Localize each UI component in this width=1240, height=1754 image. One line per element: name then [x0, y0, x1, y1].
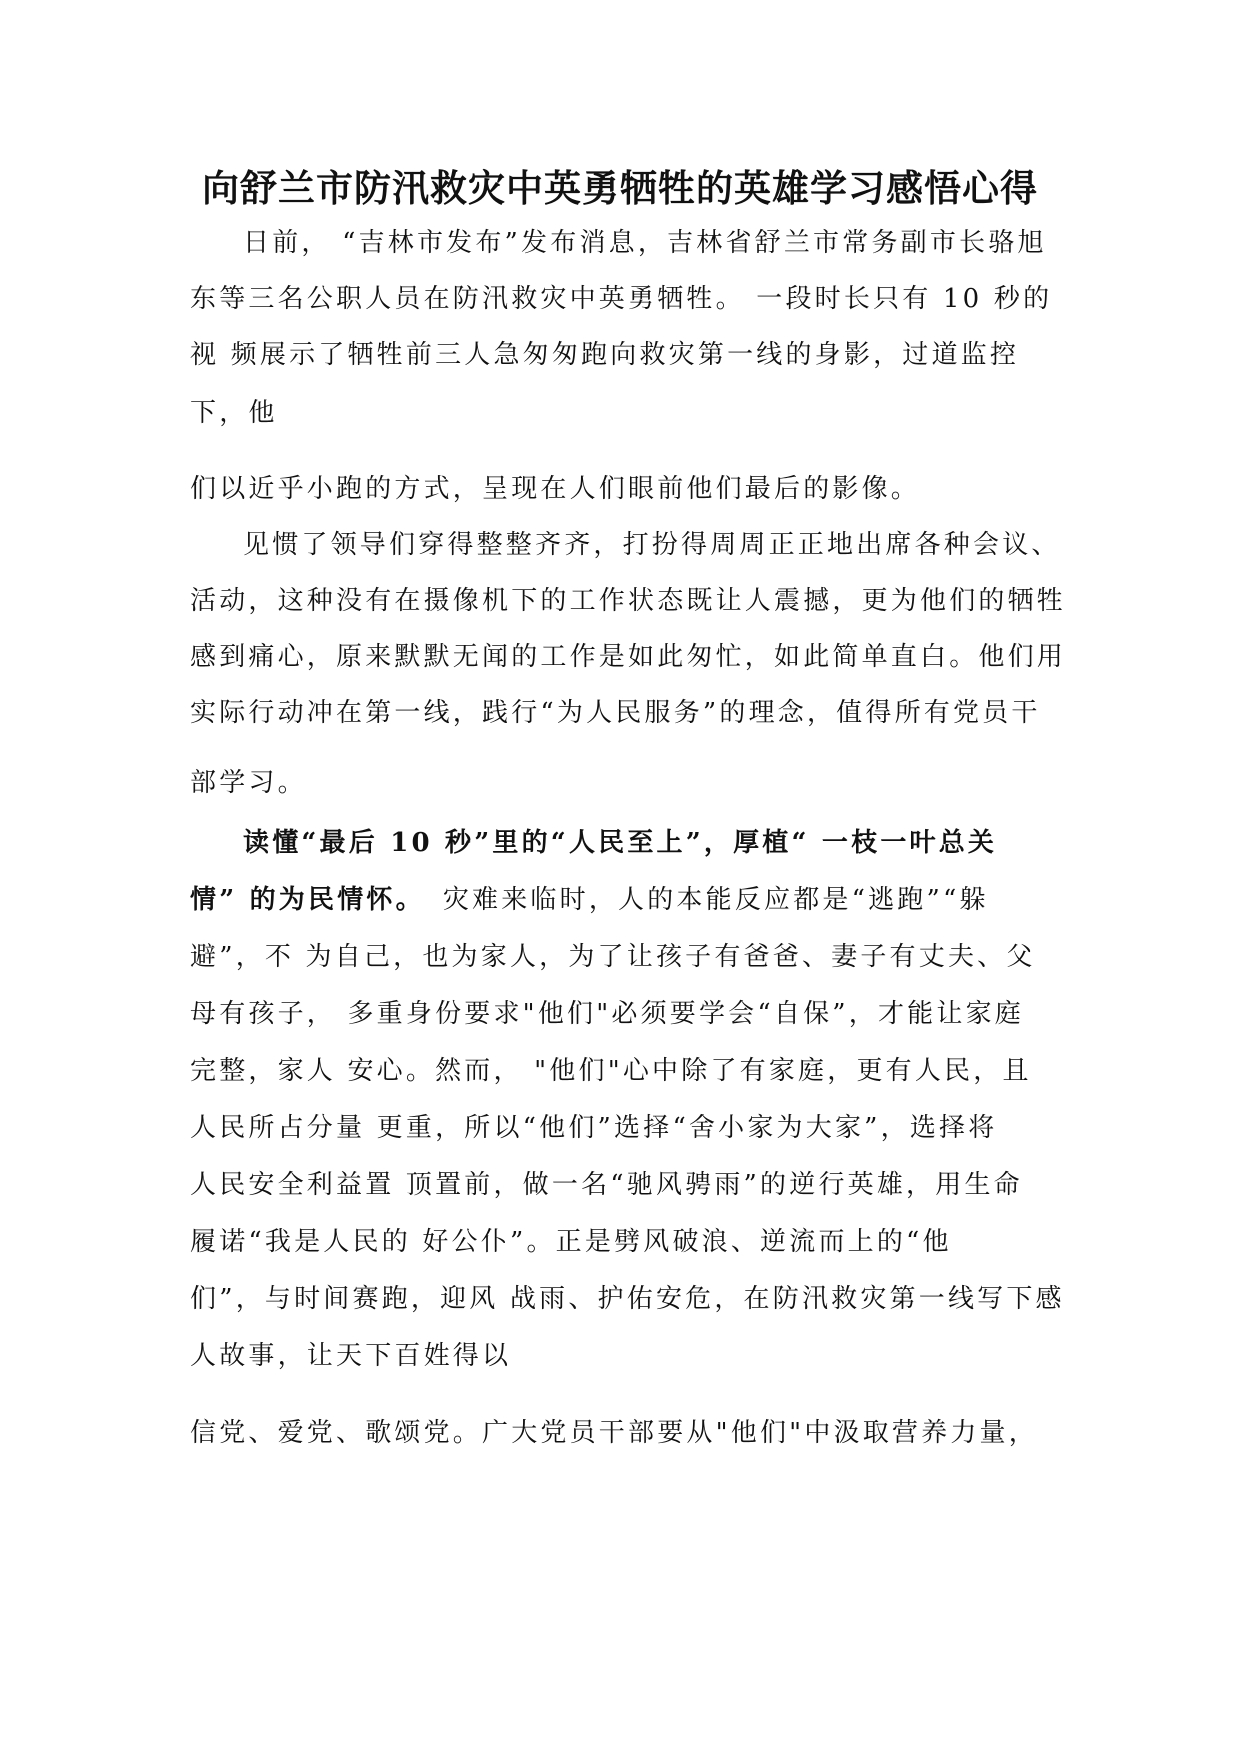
paragraph-line: 履诺“我是人民的 好公仆”。正是劈风破浪、逆流而上的“他	[190, 1227, 952, 1257]
paragraph-line	[190, 879, 989, 916]
paragraph-line: 母有孩子， 多重身份要求"他们"必须要学会“自保”，才能让家庭	[190, 999, 1024, 1029]
paragraph-line: 们以近乎小跑的方式，呈现在人们眼前他们最后的影像。	[190, 474, 921, 504]
section-heading-line: 读懂“最后 10 秒”里的“人民至上”，厚植“ 一枝一叶总关	[243, 828, 998, 858]
document-title: 向舒兰市防汛救灾中英勇牺牲的英雄学习感悟心得	[202, 167, 1038, 210]
section-heading-tail: 情” 的为民情怀。	[190, 885, 425, 915]
paragraph-line: 感到痛心，原来默默无闻的工作是如此匆忙，如此简单直白。他们用	[190, 642, 1067, 672]
paragraph-line: 见惯了领导们穿得整整齐齐，打扮得周周正正地出席各种会议、	[243, 530, 1061, 560]
paragraph-line: 日前， “吉林市发布”发布消息，吉林省舒兰市常务副市长骆旭	[243, 228, 1047, 258]
paragraph-line: 完整，家人 安心。然而， "他们"心中除了有家庭，更有人民，且	[190, 1056, 1032, 1086]
paragraph-line: 下，他	[190, 398, 278, 428]
paragraph-line: 东等三名公职人员在防汛救灾中英勇牺牲。 一段时长只有 10 秒的	[190, 284, 1053, 314]
paragraph-text: 灾难来临时，人的本能反应都是“逃跑”“躲	[442, 885, 989, 915]
paragraph-line: 信党、爱党、歌颂党。广大党员干部要从"他们"中汲取营养力量，	[190, 1418, 1038, 1448]
paragraph-line: 避”，不 为自己，也为家人，为了让孩子有爸爸、妻子有丈夫、父	[190, 942, 1036, 972]
paragraph-line: 活动，这种没有在摄像机下的工作状态既让人震撼，更为他们的牺牲	[190, 586, 1067, 616]
paragraph-line: 实际行动冲在第一线，践行“为人民服务”的理念，值得所有党员干	[190, 698, 1041, 728]
paragraph-line: 视 频展示了牺牲前三人急匆匆跑向救灾第一线的身影，过道监控	[190, 340, 1020, 370]
paragraph-line: 部学习。	[190, 768, 307, 798]
paragraph-line: 们”，与时间赛跑，迎风 战雨、护佑安危，在防汛救灾第一线写下感	[190, 1284, 1065, 1314]
paragraph-line: 人民所占分量 更重，所以“他们”选择“舍小家为大家”，选择将	[190, 1113, 998, 1143]
paragraph-line: 人故事，让天下百姓得以	[190, 1341, 512, 1371]
paragraph-line: 人民安全利益置 顶置前，做一名“驰风骋雨”的逆行英雄，用生命	[190, 1170, 1023, 1200]
